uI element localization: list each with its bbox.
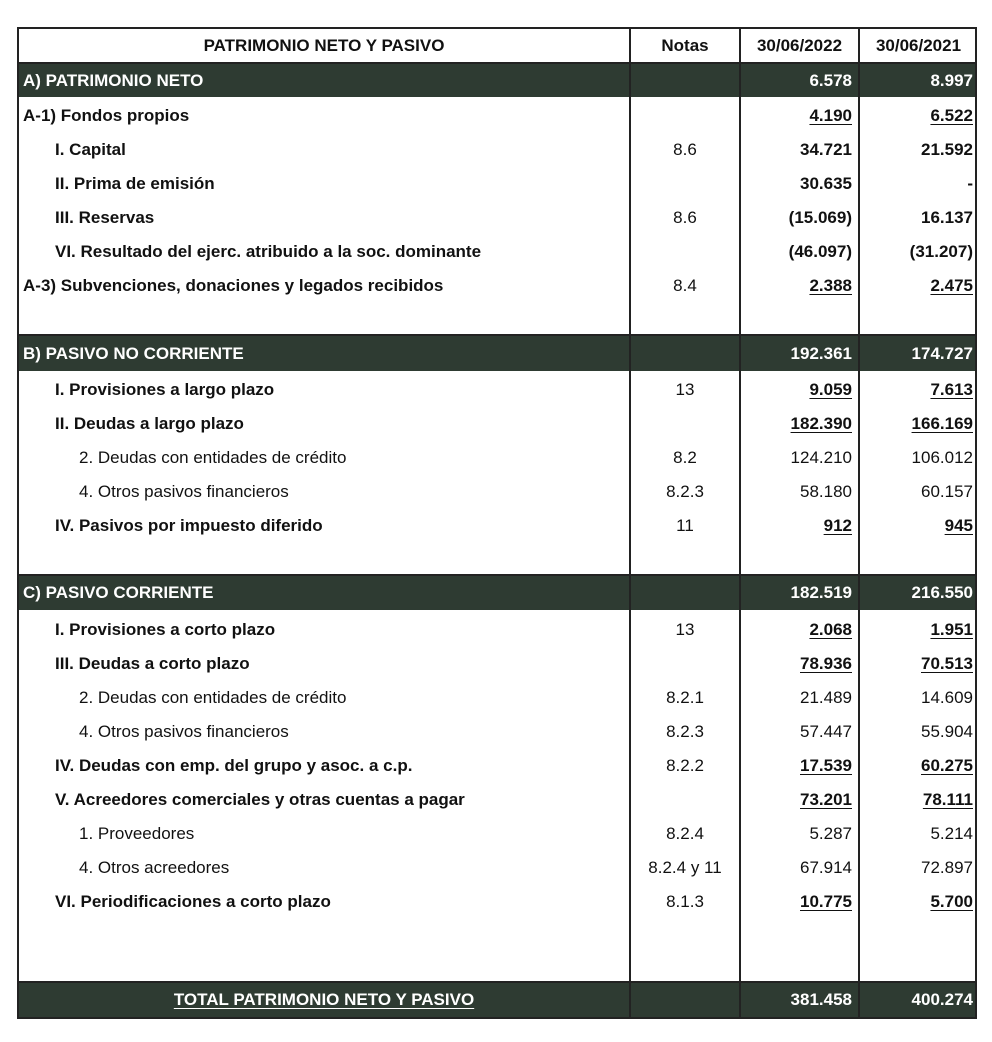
- row-notas: [631, 235, 739, 269]
- row-label: 2. Deudas con entidades de crédito: [79, 688, 347, 707]
- row-label: 4. Otros pasivos financieros: [79, 482, 289, 501]
- row-label: A-1) Fondos propios: [23, 106, 190, 125]
- total-value-2021: 400.274: [911, 990, 973, 1009]
- row-value-2021: 166.169: [911, 414, 973, 433]
- row-value-2022: 5.287: [809, 824, 852, 843]
- row-value-2022: (46.097): [788, 242, 852, 261]
- table-row: [19, 441, 975, 475]
- row-label: A-3) Subvenciones, donaciones y legados recibidos: [23, 276, 444, 295]
- row-value-2021: 16.137: [921, 208, 973, 227]
- row-value-2021: 2.475: [930, 276, 973, 295]
- row-label: 1. Proveedores: [79, 824, 195, 843]
- row-value-2021: 70.513: [921, 654, 973, 673]
- table-row: [19, 407, 975, 441]
- row-value-2022: 30.635: [800, 174, 852, 193]
- table-header: [19, 29, 975, 62]
- row-label: 4. Otros acreedores: [79, 858, 230, 877]
- row-label: II. Prima de emisión: [55, 174, 215, 193]
- table-row: [19, 885, 975, 919]
- table-row: [19, 235, 975, 269]
- row-label: II. Deudas a largo plazo: [55, 414, 244, 433]
- row-value-2021: 945: [944, 516, 973, 535]
- row-value-2022: 73.201: [800, 790, 852, 809]
- row-notas: 13: [675, 620, 695, 639]
- row-value-2022: 912: [823, 516, 852, 535]
- row-label: 4. Otros pasivos financieros: [79, 722, 289, 741]
- row-notas: 8.2.3: [666, 722, 704, 741]
- section-a-value-2021: 8.997: [930, 70, 973, 90]
- table-row: [19, 99, 975, 133]
- row-notas: 8.2: [673, 448, 697, 467]
- row-notas: [631, 407, 739, 441]
- table-row: [19, 201, 975, 235]
- section-b-value-2021: 174.727: [911, 343, 973, 363]
- row-notas: 13: [675, 380, 695, 399]
- section-c-band: [19, 576, 975, 610]
- row-label: 2. Deudas con entidades de crédito: [79, 448, 347, 467]
- row-value-2021: 7.613: [930, 380, 973, 399]
- row-notas: 11: [676, 516, 694, 535]
- header-col-2022: 30/06/2022: [756, 35, 843, 55]
- section-a-label: A) PATRIMONIO NETO: [23, 70, 204, 90]
- row-value-2021: 55.904: [921, 722, 973, 741]
- table-row: [19, 509, 975, 543]
- table-row: [19, 851, 975, 885]
- row-value-2022: 78.936: [800, 654, 852, 673]
- row-value-2022: 182.390: [790, 414, 852, 433]
- row-value-2021: 1.951: [930, 620, 973, 639]
- row-value-2022: 17.539: [800, 756, 852, 775]
- row-value-2021: 5.700: [930, 892, 973, 911]
- table-row: [19, 817, 975, 851]
- row-notas: 8.2.1: [666, 688, 704, 707]
- table-row: [19, 475, 975, 509]
- row-value-2022: 2.068: [809, 620, 852, 639]
- column-separator: [858, 29, 860, 1017]
- row-notas: [631, 647, 739, 681]
- section-b-value-2022: 192.361: [790, 343, 852, 363]
- row-notas: 8.4: [673, 276, 697, 295]
- column-separator: [629, 29, 631, 1017]
- row-value-2022: 2.388: [809, 276, 852, 295]
- row-label: III. Reservas: [55, 208, 155, 227]
- row-value-2021: 14.609: [921, 688, 973, 707]
- section-b-band: [19, 336, 975, 371]
- section-a-value-2022: 6.578: [809, 70, 852, 90]
- row-value-2022: 21.489: [800, 688, 852, 707]
- row-label: IV. Pasivos por impuesto diferido: [55, 516, 323, 535]
- table-row: [19, 167, 975, 201]
- row-notas: 8.2.4: [666, 824, 704, 843]
- section-a-band: [19, 64, 975, 97]
- row-notas: 8.2.4 y 11: [648, 858, 722, 877]
- table-row: [19, 681, 975, 715]
- balance-sheet-table: [17, 27, 977, 1019]
- header-col-2021: 30/06/2021: [875, 35, 962, 55]
- table-row: [19, 783, 975, 817]
- column-separator: [739, 29, 741, 1017]
- row-label: IV. Deudas con emp. del grupo y asoc. a c.p.: [55, 756, 413, 775]
- row-value-2021: 5.214: [930, 824, 973, 843]
- row-label: I. Provisiones a largo plazo: [55, 380, 275, 399]
- section-b-label: B) PASIVO NO CORRIENTE: [23, 343, 244, 363]
- total-band: [19, 983, 975, 1017]
- total-label: TOTAL PATRIMONIO NETO Y PASIVO: [173, 990, 475, 1009]
- row-notas: [631, 167, 739, 201]
- row-value-2022: 10.775: [800, 892, 852, 911]
- row-notas: 8.2.3: [666, 482, 704, 501]
- row-value-2021: 60.275: [921, 756, 973, 775]
- table-row: [19, 715, 975, 749]
- row-value-2022: 57.447: [800, 722, 852, 741]
- row-notas: 8.6: [673, 140, 697, 159]
- header-notas: Notas: [661, 35, 709, 55]
- row-value-2022: 9.059: [809, 380, 852, 399]
- row-value-2022: 124.210: [790, 448, 852, 467]
- table-row: [19, 269, 975, 303]
- row-value-2021: 60.157: [921, 482, 973, 501]
- table-row: [19, 613, 975, 647]
- row-value-2022: 58.180: [800, 482, 852, 501]
- row-label: I. Provisiones a corto plazo: [55, 620, 276, 639]
- row-notas: [631, 783, 739, 817]
- table-row: [19, 647, 975, 681]
- row-value-2022: 4.190: [809, 106, 852, 125]
- section-c-value-2021: 216.550: [911, 583, 973, 602]
- row-value-2022: 34.721: [800, 140, 852, 159]
- row-value-2022: 67.914: [800, 858, 852, 877]
- row-notas: 8.1.3: [666, 892, 704, 911]
- table-row: [19, 749, 975, 783]
- row-label: VI. Periodificaciones a corto plazo: [55, 892, 331, 911]
- row-label: V. Acreedores comerciales y otras cuentas a pagar: [55, 790, 465, 809]
- header-title: PATRIMONIO NETO Y PASIVO: [203, 35, 445, 55]
- row-value-2021: 78.111: [922, 790, 973, 809]
- row-value-2021: -: [967, 174, 973, 193]
- row-value-2021: 6.522: [930, 106, 973, 125]
- section-c-label: C) PASIVO CORRIENTE: [23, 583, 214, 602]
- row-label: VI. Resultado del ejerc. atribuido a la soc. dominante: [55, 242, 482, 261]
- row-value-2021: 72.897: [921, 858, 973, 877]
- table-row: [19, 373, 975, 407]
- total-value-2022: 381.458: [790, 990, 852, 1009]
- row-value-2022: (15.069): [788, 208, 852, 227]
- table-row: [19, 133, 975, 167]
- row-value-2021: 21.592: [921, 140, 973, 159]
- row-label: III. Deudas a corto plazo: [55, 654, 250, 673]
- row-notas: 8.6: [673, 208, 697, 227]
- row-label: I. Capital: [55, 140, 126, 159]
- row-notas: [631, 99, 739, 133]
- row-notas: 8.2.2: [666, 756, 704, 775]
- section-c-value-2022: 182.519: [790, 583, 852, 602]
- row-value-2021: 106.012: [911, 448, 973, 467]
- row-value-2021: (31.207): [909, 242, 973, 261]
